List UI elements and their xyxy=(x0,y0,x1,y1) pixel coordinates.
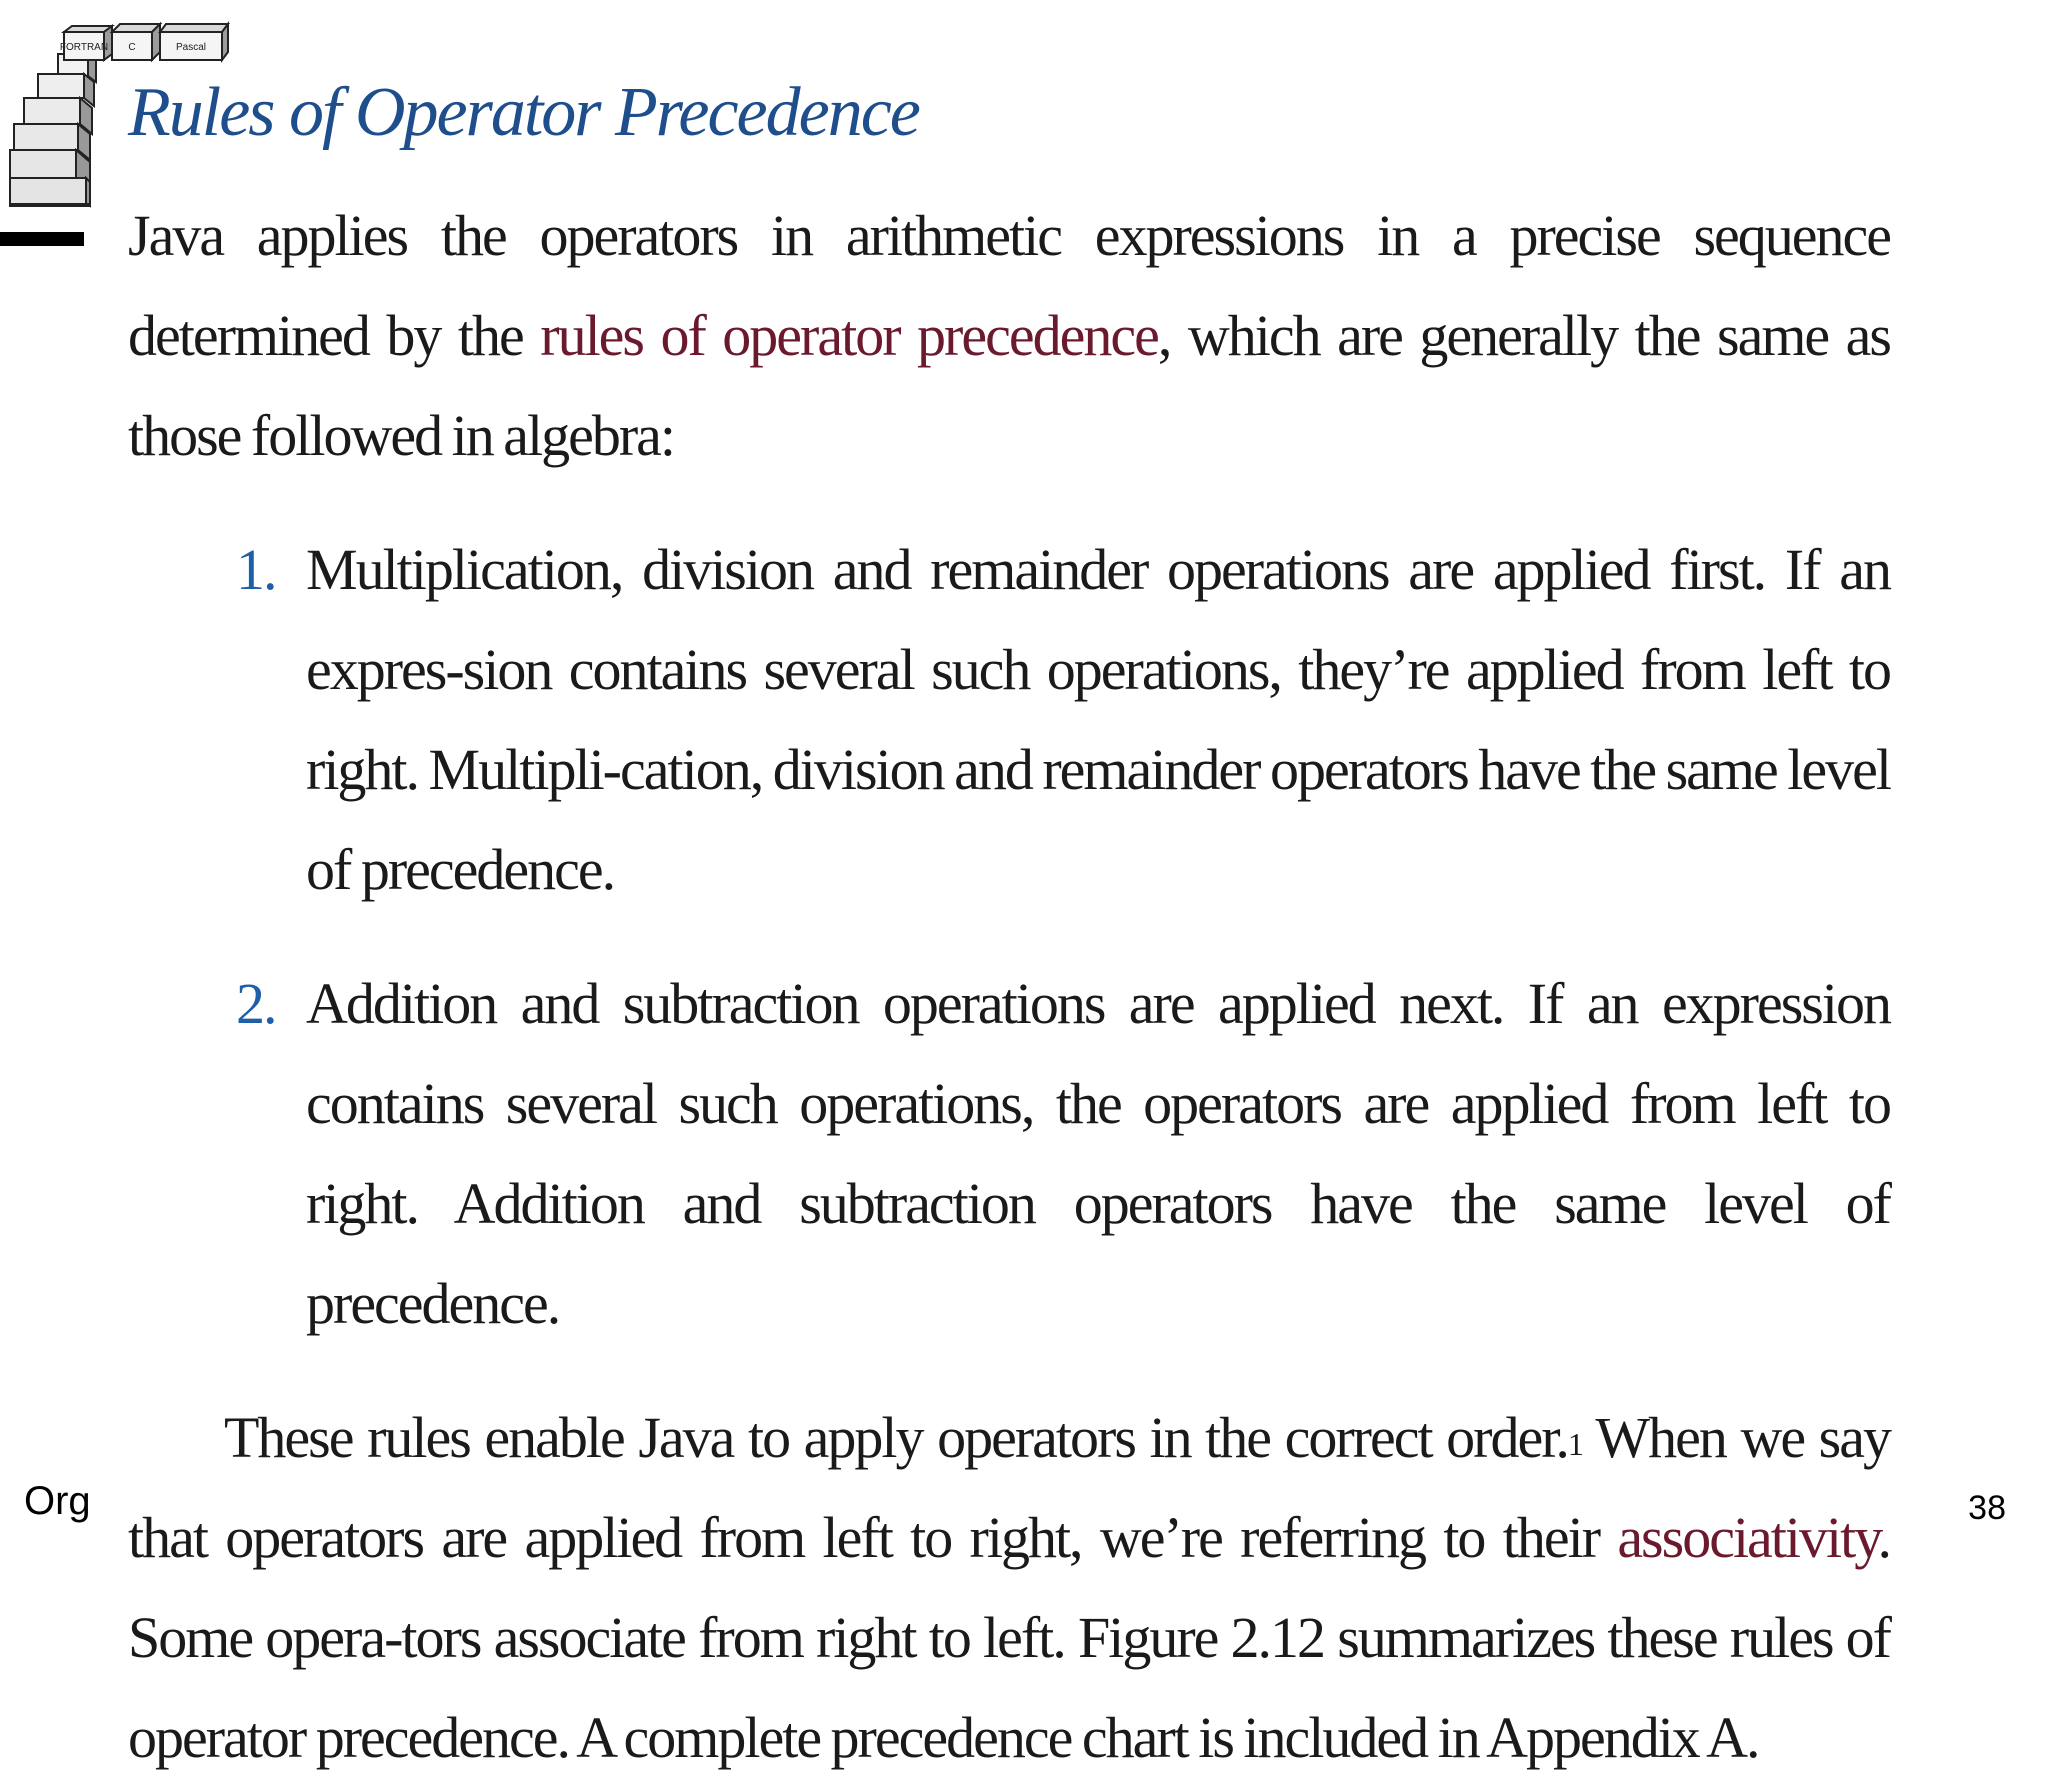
rule-text: Multiplication, division and remainder operations are applied first. If an expres-sion contains several such operations, they’re applied from left to right. Multipli-cation, division and remainder operators have the same level of precedence. xyxy=(306,537,1890,902)
closing-text-part2: When we say that operators are applied from left to right, we’re referring to their xyxy=(128,1405,1890,1570)
logo-label-c: C xyxy=(128,42,136,53)
intro-paragraph xyxy=(128,186,1890,486)
rule-number: 2. xyxy=(236,971,276,1036)
closing-paragraph xyxy=(128,1388,1890,1788)
intro-text-start: Java applies the operators in arithmetic expressions in a precise sequence determined by the xyxy=(128,203,1890,368)
header-rule xyxy=(0,232,84,246)
slide-title: Rules of Operator Precedence xyxy=(128,74,919,151)
footer-organization-text: Org xyxy=(24,1479,91,1523)
rule-text: Addition and subtraction operations are applied next. If an expression contains several such operations, the operators are applied from left to right. Addition and subtraction operators have the same level of precedence. xyxy=(306,971,1890,1336)
logo-label-fortran: FORTRAN xyxy=(59,42,109,53)
rule-item xyxy=(128,954,1890,1354)
rule-number: 1. xyxy=(236,537,276,602)
closing-text-part3: . Some opera-tors associate from right to left. Figure 2.12 summarizes these rules of operator precedence. A complete precedence chart is included in Appendix A. xyxy=(128,1505,1890,1770)
intro-text-end: , which are generally the same as those followed in algebra: xyxy=(128,303,1890,468)
logo-label-pascal: Pascal xyxy=(175,42,207,53)
precedence-rules-list xyxy=(128,520,1890,1354)
rule-item xyxy=(128,520,1890,920)
keyword-associativity: associativity xyxy=(1617,1505,1878,1570)
page-number: 38 xyxy=(1968,1489,2006,1527)
keyword-rules-of-operator-precedence: rules of operator precedence xyxy=(540,303,1158,368)
closing-text-part1: These rules enable Java to apply operators in the correct order. xyxy=(224,1405,1568,1470)
footnote-marker: 1 xyxy=(1567,1426,1582,1462)
slide-body xyxy=(128,186,1890,1788)
